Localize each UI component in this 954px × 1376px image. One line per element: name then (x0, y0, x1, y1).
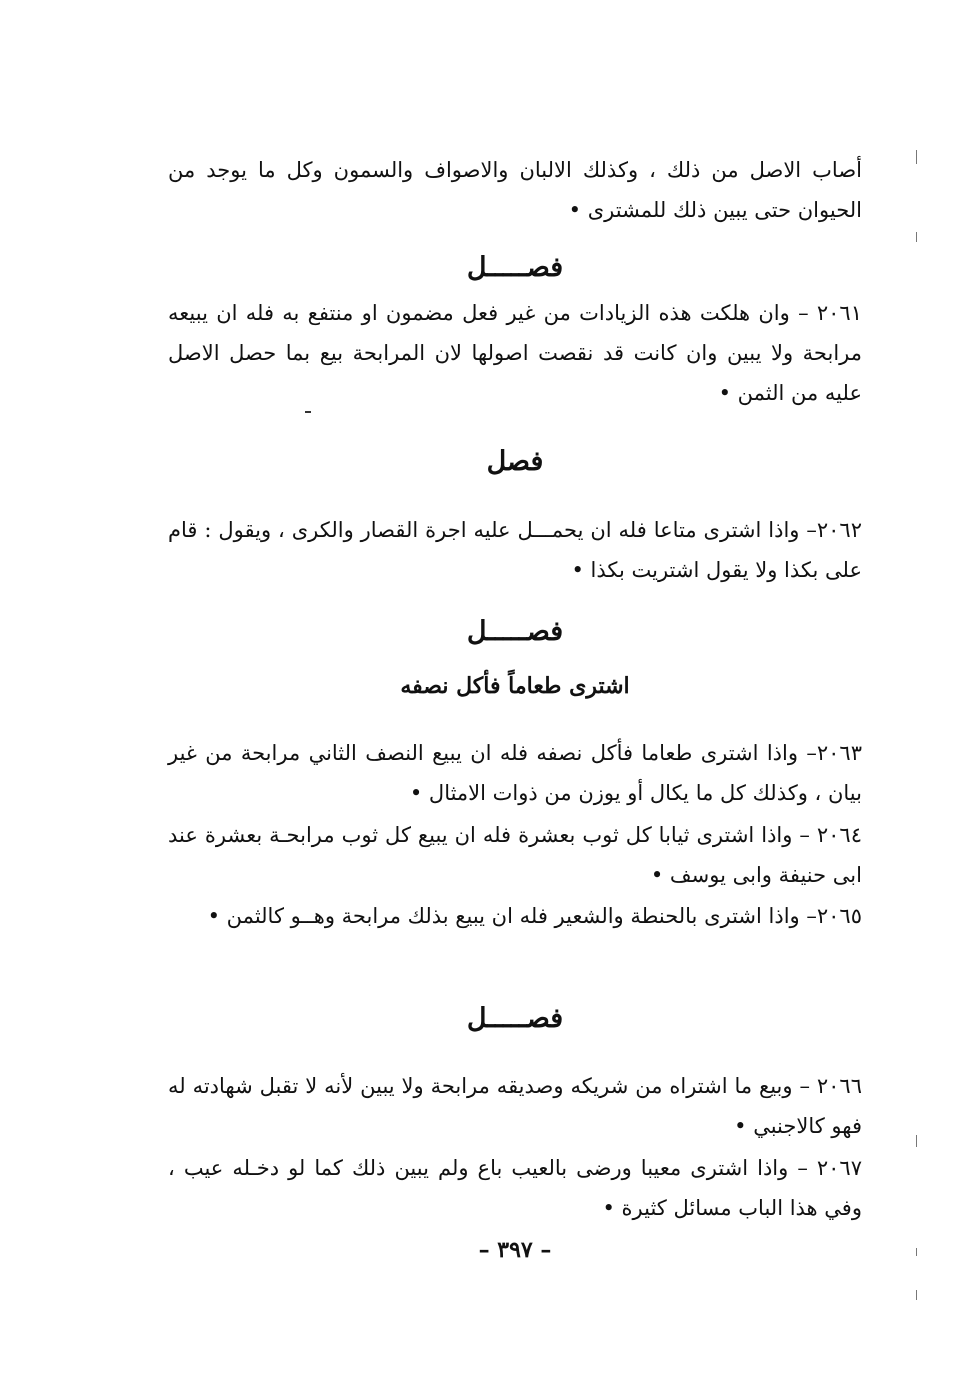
paragraph-text: ٢٠٦٥– واذا اشترى بالحنطة والشعير فله ان يبيع بذلك مرابحة وهــو كالثمن • (207, 904, 862, 928)
section-heading-1: فصـــــل (466, 252, 564, 283)
paragraph-2065 (168, 896, 862, 936)
paragraph-text: ٢٠٦١ – وان هلكت هذه الزيادات من غير فعل مضمون او منتفع به فله ان يبيعه مرابحة ولا يبين وان كانت قد نقصت اصولها لان المرابحة بيع بما حصل الاصل عليه من الثمن • (168, 301, 862, 405)
section-heading-3: فصـــــل (466, 616, 564, 647)
paragraph-2061 (168, 293, 862, 413)
paragraph-text: أصاب الاصل من ذلك ، وكذلك الالبان والاصواف والسمون وكل ما يوجد من الحيوان حتى يبين ذلك للمشترى • (168, 158, 862, 222)
scan-margin-mark (916, 1248, 917, 1256)
paragraph-text: ٢٠٦٧ – واذا اشترى معيبا ورضى بالعيب باع ولم يبين ذلك كما لو دخـله عيب ، وفي هذا الباب مسائل كثيرة • (168, 1156, 862, 1220)
section-heading-4: فصـــــل (466, 1003, 564, 1034)
paragraph-2062 (168, 510, 862, 590)
section-heading-2: فصل (486, 446, 544, 477)
scan-margin-mark (916, 232, 917, 242)
scan-margin-mark (916, 1290, 917, 1300)
scan-speck (305, 411, 311, 413)
page-number: – ٣٩٧ – (478, 1237, 552, 1263)
scan-margin-mark (916, 150, 917, 164)
section-subheading: اشترى طعاماً فأكل نصفه (400, 673, 630, 699)
paragraph-text: ٢٠٦٤ – واذا اشترى ثيابا كل ثوب بعشرة فله ان يبيع كل ثوب مرابحـة بعشرة عند ابى حنيفة وابى يوسف • (168, 823, 862, 887)
paragraph-text: ٢٠٦٢– واذا اشترى متاعا فله ان يحمـــل عليه اجرة القصار والكرى ، ويقول : قام على بكذا ولا يقول اشتريت بكذا • (168, 518, 862, 582)
paragraph-2063 (168, 733, 862, 813)
scan-margin-mark (916, 1135, 917, 1147)
paragraph-text: ٢٠٦٦ – وبيع ما اشتراه من شريكه وصديقه مرابحة ولا يبين لأنه لا تقبل شهادته له فهو كالاجنبي • (168, 1074, 862, 1138)
paragraph-2066 (168, 1066, 862, 1146)
paragraph-2064 (168, 815, 862, 895)
paragraph-text: ٢٠٦٣– واذا اشترى طعاما فأكل نصفه فله ان يبيع النصف الثاني مرابحة من غير بيان ، وكذلك كل ما يكال أو يوزن من ذوات الامثال • (168, 741, 862, 805)
paragraph-intro (168, 150, 862, 230)
paragraph-2067 (168, 1148, 862, 1228)
